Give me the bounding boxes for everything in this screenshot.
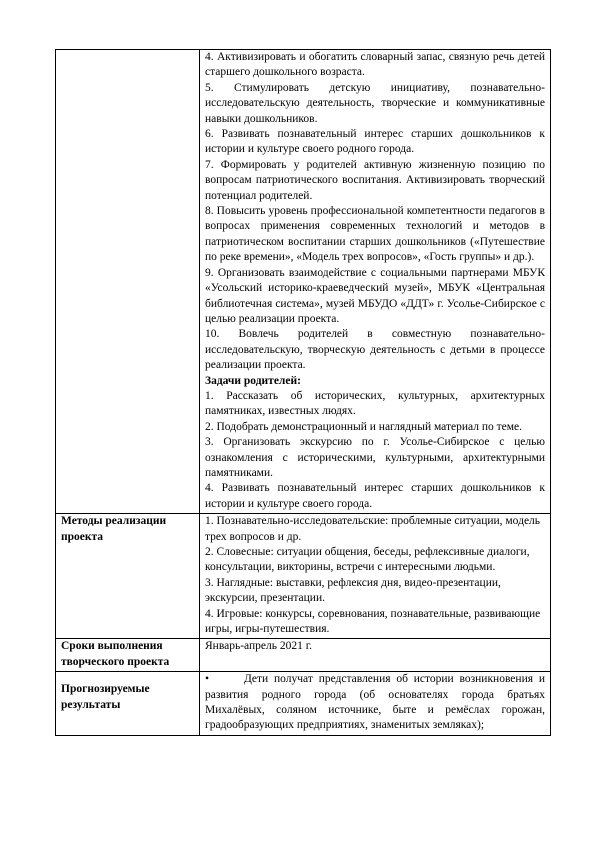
parents-tasks-heading: Задачи родителей: — [205, 374, 301, 387]
terms-label: Сроки выполнения творческого проекта — [56, 639, 200, 672]
task-item-7: 7. Формировать у родителей активную жизненную позицию по вопросам патриотического воспитания. Активизировать творческий потенциал родителей. — [205, 158, 545, 202]
method-item-2: 2. Словесные: ситуации общения, беседы, рефлексивные диалоги, консультации, викторины, встречи с интересными людьми. — [205, 546, 530, 574]
terms-value: Январь-апрель 2021 г. — [200, 639, 551, 672]
task-item-10: 10. Вовлечь родителей в совместную познавательно-исследовательскую, творческую деятельность с детьми в процессе реализации проекта. — [205, 328, 545, 372]
project-passport-table — [55, 49, 551, 736]
results-row — [56, 672, 551, 736]
parent-task-4: 4. Развивать познавательный интерес старших дошкольников к истории и культуре своего города. — [205, 482, 545, 510]
task-item-9: 9. Организовать взаимодействие с социальными партнерами МБУК «Усольский историко-краеведческий музей», МБУК «Центральная библиотечная система», музей МБУДО «ДДТ» г. Усолье-Сибирское с целью реализации проекта. — [205, 266, 545, 325]
parent-task-1: 1. Рассказать об исторических, культурных, архитектурных памятниках, известных людях. — [205, 389, 545, 418]
task-item-6: 6. Развивать познавательный интерес старших дошкольников к истории и культуре своего родного города. — [205, 128, 545, 156]
parent-task-2: 2. Подобрать демонстрационный и наглядный материал по теме. — [205, 420, 522, 433]
method-item-3: 3. Наглядные: выставки, рефлексия дня, видео-презентации, экскурсии, презентации. — [205, 576, 501, 605]
task-item-8: 8. Повысить уровень профессиональной компетентности педагогов в вопросах применения современных технологий и методов в патриотическом воспитании старших дошкольников («Путешествие по реке времени», «Модель трех вопросов», «Гость группы» и др.). — [205, 205, 545, 264]
method-item-1: 1. Познавательно-исследовательские: проблемные ситуации, модель трех вопросов и др. — [205, 515, 541, 543]
methods-content-cell — [200, 514, 551, 639]
methods-row — [56, 514, 551, 639]
results-label-text: Прогнозируемые результаты — [61, 683, 150, 711]
task-item-4: 4. Активизировать и обогатить словарный запас, связную речь детей старшего дошкольного возраста. — [205, 51, 545, 79]
results-label — [56, 672, 200, 736]
methods-label: Методы реализации проекта — [56, 514, 200, 639]
tasks-label-cell — [56, 50, 200, 514]
tasks-row — [56, 50, 551, 514]
terms-row — [56, 639, 551, 672]
task-item-5: 5. Стимулировать детскую инициативу, познавательно-исследовательскую деятельность, творческие и коммуникативные навыки дошкольников. — [205, 81, 545, 125]
parent-task-3: 3. Организовать экскурсию по г. Усолье-Сибирское с целью ознакомления с историческими, культурными, архитектурными памятниками. — [205, 436, 545, 479]
results-text: • Дети получат представления об истории возникновения и развития родного города (об основателях города братьях Михалёвых, соляном источнике, быте и ремёслах горожан, градообразующих предприятиях, знаменитых земляках); — [200, 672, 551, 736]
method-item-4: 4. Игровые: конкурсы, соревнования, познавательные, развивающие игры, игры-путешествия. — [205, 607, 541, 636]
tasks-content-cell — [200, 50, 551, 514]
